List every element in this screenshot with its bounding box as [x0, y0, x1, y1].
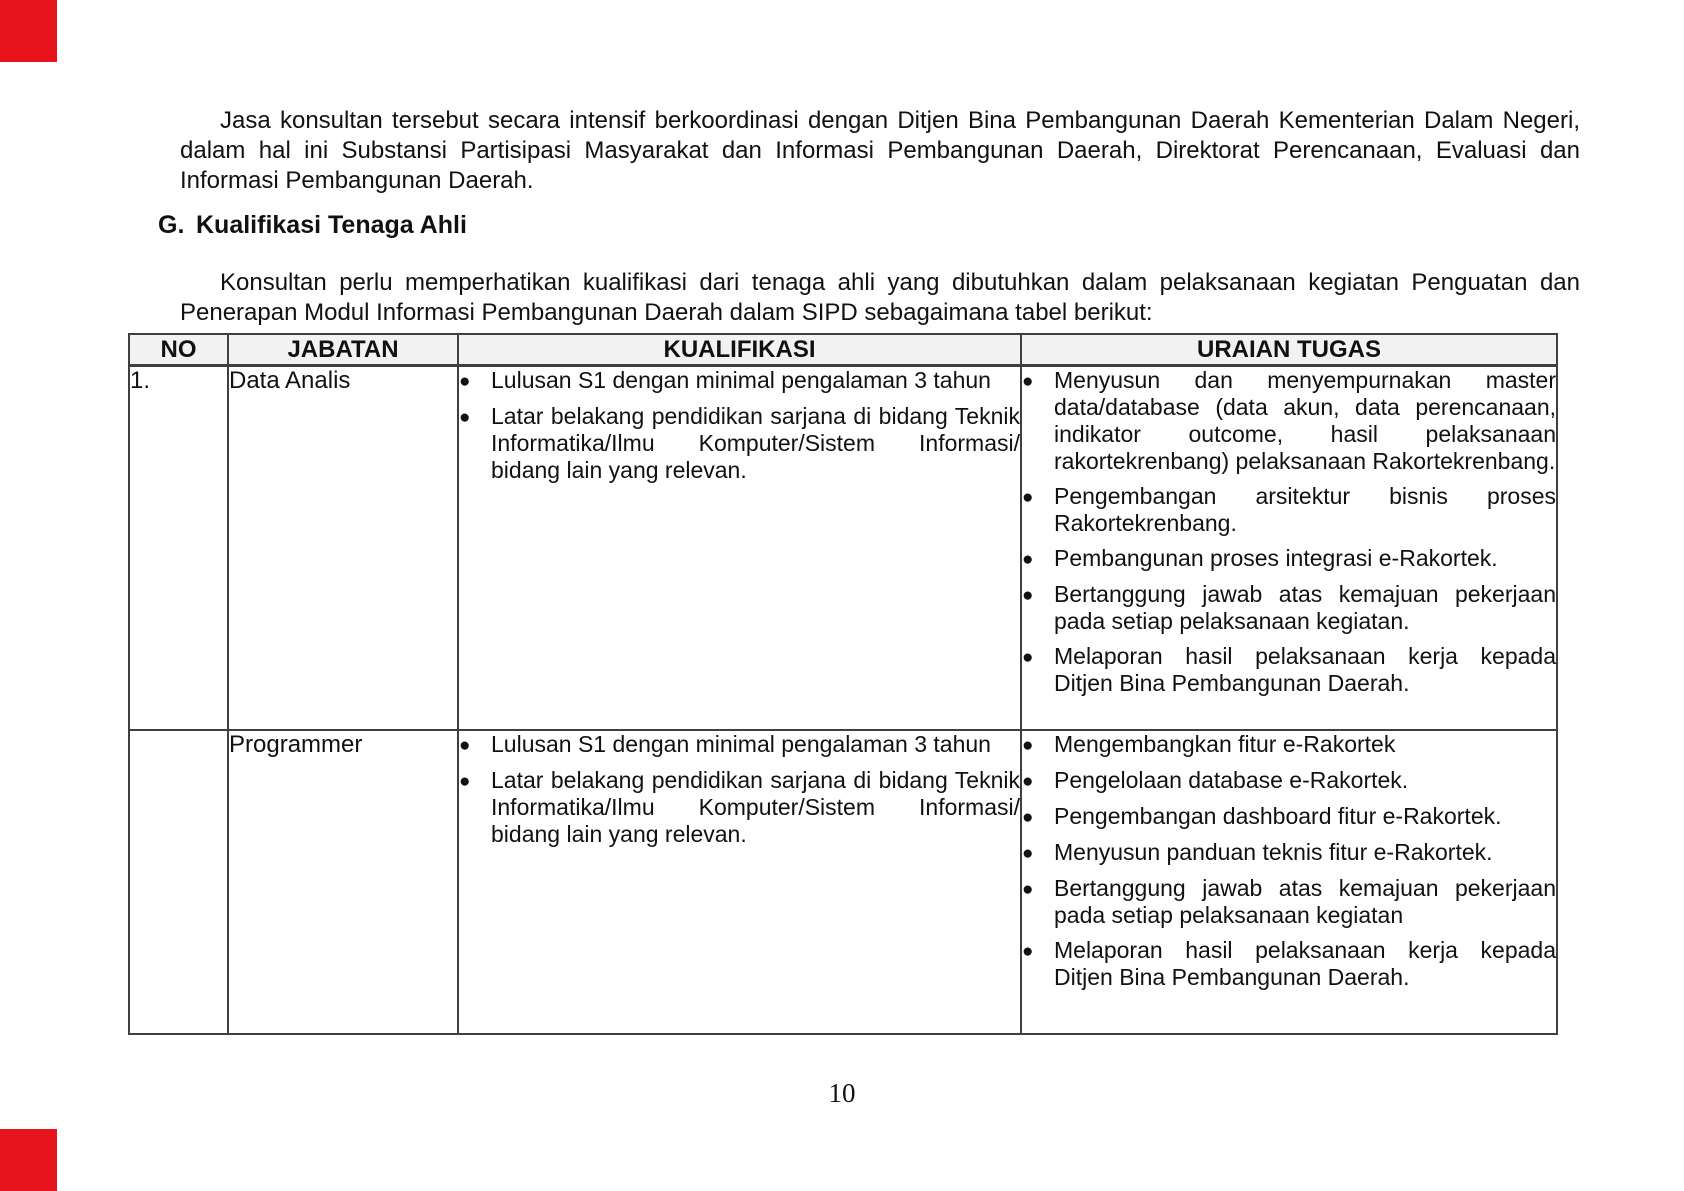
list-item — [1022, 767, 1556, 795]
table-header-kualifikasi: KUALIFIKASI — [458, 334, 1021, 366]
page-number: 10 — [828, 1078, 856, 1108]
qualification-paragraph: Konsultan perlu memperhatikan kualifikasi dari tenaga ahli yang dibutuhkan dalam pelaksanaan kegiatan Penguatan dan Penerapan Modul Informasi Pembangunan Daerah dalam SIPD sebagaimana tabel berikut: — [180, 269, 1580, 326]
list-item-text: Mengembangkan fitur e-Rakortek — [1054, 731, 1396, 757]
list-item-text: Melaporan hasil pelaksanaan kerja kepada Ditjen Bina Pembangunan Daerah. — [1054, 937, 1556, 990]
redaction-mark-bottom-left — [0, 1129, 57, 1191]
qualifications-table — [128, 333, 1558, 1035]
list-item-text: Bertanggung jawab atas kemajuan pekerjaan pada setiap pelaksanaan kegiatan. — [1054, 581, 1556, 634]
list-item — [1022, 367, 1556, 475]
bullet-icon: ● — [1022, 771, 1034, 792]
cell-no: 1. — [129, 366, 228, 731]
cell-uraian-tugas — [1021, 730, 1557, 1034]
table-row — [129, 366, 1557, 731]
bullet-icon: ● — [1022, 843, 1034, 864]
list-item-text: Pembangunan proses integrasi e-Rakortek. — [1054, 545, 1498, 571]
list-item — [1022, 875, 1556, 929]
intro-paragraph: Jasa konsultan tersebut secara intensif berkoordinasi dengan Ditjen Bina Pembangunan Daerah Kementerian Dalam Negeri, dalam hal ini Substansi Partisipasi Masyarakat dan Informasi Pembangunan Daerah, Direktorat Perencanaan, Evaluasi dan Informasi Pembangunan Daerah. — [180, 107, 1580, 194]
list-item — [1022, 731, 1556, 759]
list-item-text: Pengembangan arsitektur bisnis proses Rakortekrenbang. — [1054, 483, 1556, 536]
bullet-icon: ● — [1022, 941, 1034, 962]
section-title: Kualifikasi Tenaga Ahli — [196, 211, 467, 239]
table-header-row — [129, 334, 1557, 366]
list-item-text: Latar belakang pendidikan sarjana di bidang Teknik Informatika/Ilmu Komputer/Sistem Informasi/ bidang lain yang relevan. — [491, 403, 1020, 483]
table-header-no: NO — [129, 334, 228, 366]
bullet-icon: ● — [459, 771, 471, 792]
section-heading — [158, 211, 467, 239]
section-marker: G. — [158, 211, 185, 239]
bullet-icon: ● — [1022, 549, 1034, 570]
bullet-icon: ● — [1022, 585, 1034, 606]
list-item — [459, 731, 1020, 759]
table-header-uraian-tugas: URAIAN TUGAS — [1021, 334, 1557, 366]
list-item — [1022, 937, 1556, 991]
bullet-icon: ● — [1022, 735, 1034, 756]
cell-uraian-tugas — [1021, 366, 1557, 731]
list-item — [1022, 483, 1556, 537]
cell-jabatan: Programmer — [228, 730, 458, 1034]
list-item-text: Menyusun dan menyempurnakan master data/database (data akun, data perencanaan, indikator outcome, hasil pelaksanaan rakortekrenbang) pelaksanaan Rakortekrenbang. — [1054, 367, 1556, 474]
cell-kualifikasi — [458, 730, 1021, 1034]
bullet-icon: ● — [1022, 371, 1034, 392]
table-row — [129, 730, 1557, 1034]
list-item — [1022, 545, 1556, 573]
list-item — [1022, 839, 1556, 867]
list-item-text: Lulusan S1 dengan minimal pengalaman 3 tahun — [491, 367, 991, 393]
list-item — [1022, 581, 1556, 635]
list-item-text: Lulusan S1 dengan minimal pengalaman 3 tahun — [491, 731, 991, 757]
list-item-text: Pengembangan dashboard fitur e-Rakortek. — [1054, 803, 1502, 829]
list-item-text: Bertanggung jawab atas kemajuan pekerjaan pada setiap pelaksanaan kegiatan — [1054, 875, 1556, 928]
bullet-icon: ● — [1022, 879, 1034, 900]
cell-no — [129, 730, 228, 1034]
bullet-icon: ● — [459, 735, 471, 756]
cell-jabatan: Data Analis — [228, 366, 458, 731]
bullet-icon: ● — [459, 371, 471, 392]
bullet-icon: ● — [1022, 807, 1034, 828]
list-item — [459, 767, 1020, 848]
list-item-text: Latar belakang pendidikan sarjana di bidang Teknik Informatika/Ilmu Komputer/Sistem Informasi/ bidang lain yang relevan. — [491, 767, 1020, 847]
bullet-icon: ● — [1022, 487, 1034, 508]
list-item — [1022, 643, 1556, 697]
table-header-jabatan: JABATAN — [228, 334, 458, 366]
redaction-mark-top-left — [0, 0, 57, 62]
list-item-text: Menyusun panduan teknis fitur e-Rakortek. — [1054, 839, 1493, 865]
list-item — [459, 367, 1020, 395]
list-item — [459, 403, 1020, 484]
cell-kualifikasi — [458, 366, 1021, 731]
bullet-icon: ● — [459, 407, 471, 428]
list-item-text: Pengelolaan database e-Rakortek. — [1054, 767, 1409, 793]
bullet-icon: ● — [1022, 647, 1034, 668]
list-item — [1022, 803, 1556, 831]
list-item-text: Melaporan hasil pelaksanaan kerja kepada Ditjen Bina Pembangunan Daerah. — [1054, 643, 1556, 696]
